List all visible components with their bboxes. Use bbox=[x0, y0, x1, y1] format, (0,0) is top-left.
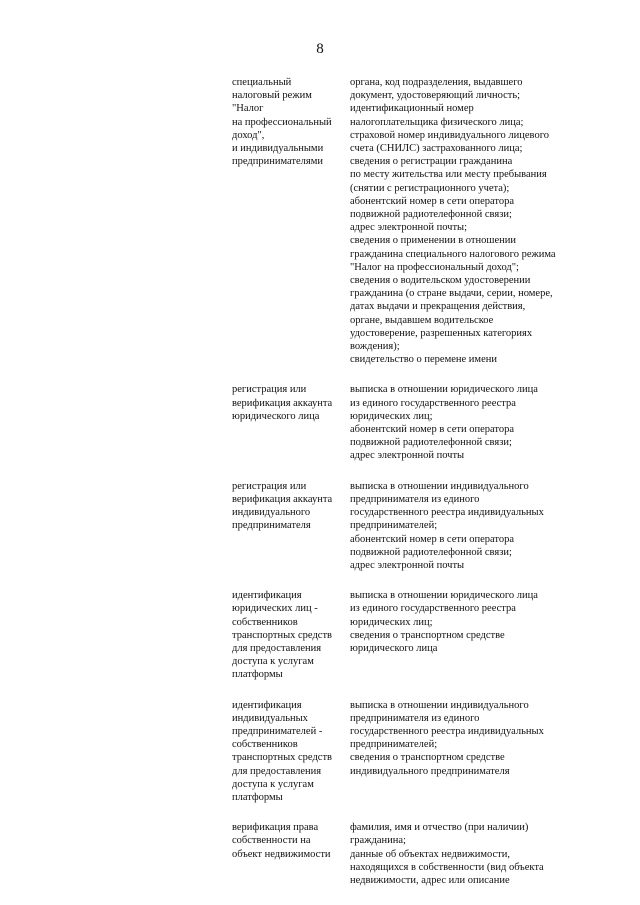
purpose-line: транспортных средств bbox=[232, 752, 333, 764]
purpose-line: платформы bbox=[232, 791, 283, 803]
data-line: датах выдачи и прекращения действия, bbox=[350, 301, 526, 313]
data-line: юридических лиц; bbox=[350, 616, 433, 628]
purpose-line: индивидуальных bbox=[232, 712, 308, 724]
data-line: государственного реестра индивидуальных bbox=[350, 507, 544, 519]
data-line: предпринимателей; bbox=[350, 520, 438, 532]
purpose-line: и индивидуальными bbox=[232, 143, 324, 155]
purpose-line: специальный bbox=[232, 77, 292, 88]
data-line: органе, выдавшем водительское bbox=[350, 314, 494, 326]
data-line: подвижной радиотелефонной связи; bbox=[350, 546, 512, 558]
data-line: адрес электронной почты; bbox=[350, 222, 468, 234]
data-line: гражданина (о стране выдачи, серии, номере, bbox=[350, 288, 553, 300]
purpose-line: верификация аккаунта bbox=[232, 397, 333, 409]
data-line: подвижной радиотелефонной связи; bbox=[350, 209, 512, 221]
data-line: государственного реестра индивидуальных bbox=[350, 725, 544, 737]
data-line: подвижной радиотелефонной связи; bbox=[350, 437, 512, 449]
data-line: страховой номер индивидуального лицевого bbox=[350, 129, 549, 141]
purpose-line: идентификация bbox=[232, 590, 302, 602]
purpose-line: верификация права bbox=[232, 822, 319, 834]
purpose-cell bbox=[232, 589, 350, 681]
purpose-line: верификация аккаунта bbox=[232, 493, 333, 505]
data-line: свидетельство о перемене имени bbox=[350, 354, 497, 366]
data-line: юридических лиц; bbox=[350, 410, 433, 422]
data-line: абонентский номер в сети оператора bbox=[350, 195, 514, 207]
table-row bbox=[232, 383, 572, 462]
data-line: счета (СНИЛС) застрахованного лица; bbox=[350, 143, 523, 155]
data-line: из единого государственного реестра bbox=[350, 397, 516, 409]
purpose-cell bbox=[232, 699, 350, 805]
purpose-line: объект недвижимости bbox=[232, 848, 331, 860]
data-line: гражданина; bbox=[350, 835, 406, 847]
purpose-line: платформы bbox=[232, 669, 283, 681]
purpose-line: "Налог bbox=[232, 103, 264, 115]
purpose-cell bbox=[232, 821, 350, 861]
data-line: юридического лица bbox=[350, 642, 438, 654]
table-row bbox=[232, 821, 572, 887]
purpose-line: собственников bbox=[232, 616, 298, 628]
data-line: сведения о регистрации гражданина bbox=[350, 156, 513, 168]
data-line: идентификационный номер bbox=[350, 103, 474, 115]
data-line: выписка в отношении юридического лица bbox=[350, 384, 538, 396]
data-line: налогоплательщика физического лица; bbox=[350, 116, 524, 128]
data-line: фамилия, имя и отчество (при наличии) bbox=[350, 822, 529, 834]
data-line: предпринимателя из единого bbox=[350, 712, 480, 724]
data-cell bbox=[350, 383, 572, 462]
data-cell bbox=[350, 480, 572, 572]
data-line: выписка в отношении юридического лица bbox=[350, 590, 538, 602]
purpose-line: идентификация bbox=[232, 699, 302, 711]
data-line: органа, код подразделения, выдавшего bbox=[350, 77, 523, 88]
page-number: 8 bbox=[316, 41, 324, 57]
data-line: абонентский номер в сети оператора bbox=[350, 424, 514, 436]
purpose-line: налоговый режим bbox=[232, 90, 312, 102]
data-line: сведения о транспортном средстве bbox=[350, 752, 505, 764]
purpose-line: индивидуального bbox=[232, 507, 311, 519]
purpose-line: на профессиональный bbox=[232, 116, 332, 128]
purpose-line: регистрация или bbox=[232, 480, 307, 492]
data-line: абонентский номер в сети оператора bbox=[350, 533, 514, 545]
data-line: сведения о водительском удостоверении bbox=[350, 275, 531, 287]
data-line: "Налог на профессиональный доход"; bbox=[350, 261, 519, 273]
purpose-line: регистрация или bbox=[232, 384, 307, 396]
data-cell bbox=[350, 821, 572, 887]
data-line: (снятии с регистрационного учета); bbox=[350, 182, 510, 194]
purpose-line: предпринимателей - bbox=[232, 725, 323, 737]
purpose-cell bbox=[232, 76, 350, 168]
data-line: адрес электронной почты bbox=[350, 559, 465, 571]
data-line: индивидуального предпринимателя bbox=[350, 765, 510, 777]
purpose-line: транспортных средств bbox=[232, 629, 333, 641]
purpose-line: предпринимателя bbox=[232, 520, 311, 532]
data-line: гражданина специального налогового режима bbox=[350, 248, 556, 260]
table-row bbox=[232, 589, 572, 681]
data-line: удостоверение, разрешенных категориях bbox=[350, 327, 533, 339]
data-line: адрес электронной почты bbox=[350, 450, 465, 462]
data-cell bbox=[350, 699, 572, 778]
data-line: данные об объектах недвижимости, bbox=[350, 848, 511, 860]
table-body bbox=[232, 76, 572, 887]
table-row bbox=[232, 480, 572, 572]
data-line: находящихся в собственности (вид объекта bbox=[350, 861, 544, 873]
data-line: предпринимателя из единого bbox=[350, 493, 480, 505]
purpose-line: доступа к услугам bbox=[232, 778, 314, 790]
purpose-line: собственников bbox=[232, 739, 298, 751]
purpose-cell bbox=[232, 480, 350, 533]
data-line: вождения); bbox=[350, 341, 400, 353]
purpose-line: юридического лица bbox=[232, 410, 320, 422]
table-row bbox=[232, 699, 572, 805]
data-line: сведения о применении в отношении bbox=[350, 235, 516, 247]
data-cell bbox=[350, 589, 572, 655]
data-line: выписка в отношении индивидуального bbox=[350, 699, 529, 711]
data-line: недвижимости, адрес или описание bbox=[350, 874, 510, 886]
purpose-line: для предоставления bbox=[232, 642, 322, 654]
data-line: из единого государственного реестра bbox=[350, 603, 516, 615]
data-line: по месту жительства или месту пребывания bbox=[350, 169, 547, 181]
purpose-line: доход", bbox=[232, 129, 265, 141]
purpose-line: доступа к услугам bbox=[232, 656, 314, 668]
table-row bbox=[232, 76, 572, 366]
purpose-line: собственности на bbox=[232, 835, 311, 847]
data-line: сведения о транспортном средстве bbox=[350, 629, 505, 641]
data-cell bbox=[350, 76, 572, 366]
purpose-cell bbox=[232, 383, 350, 423]
data-line: выписка в отношении индивидуального bbox=[350, 480, 529, 492]
purpose-line: юридических лиц - bbox=[232, 603, 318, 615]
data-line: документ, удостоверяющий личность; bbox=[350, 90, 521, 102]
purpose-line: для предоставления bbox=[232, 765, 322, 777]
purpose-line: предпринимателями bbox=[232, 156, 324, 168]
data-line: предпринимателей; bbox=[350, 739, 438, 751]
